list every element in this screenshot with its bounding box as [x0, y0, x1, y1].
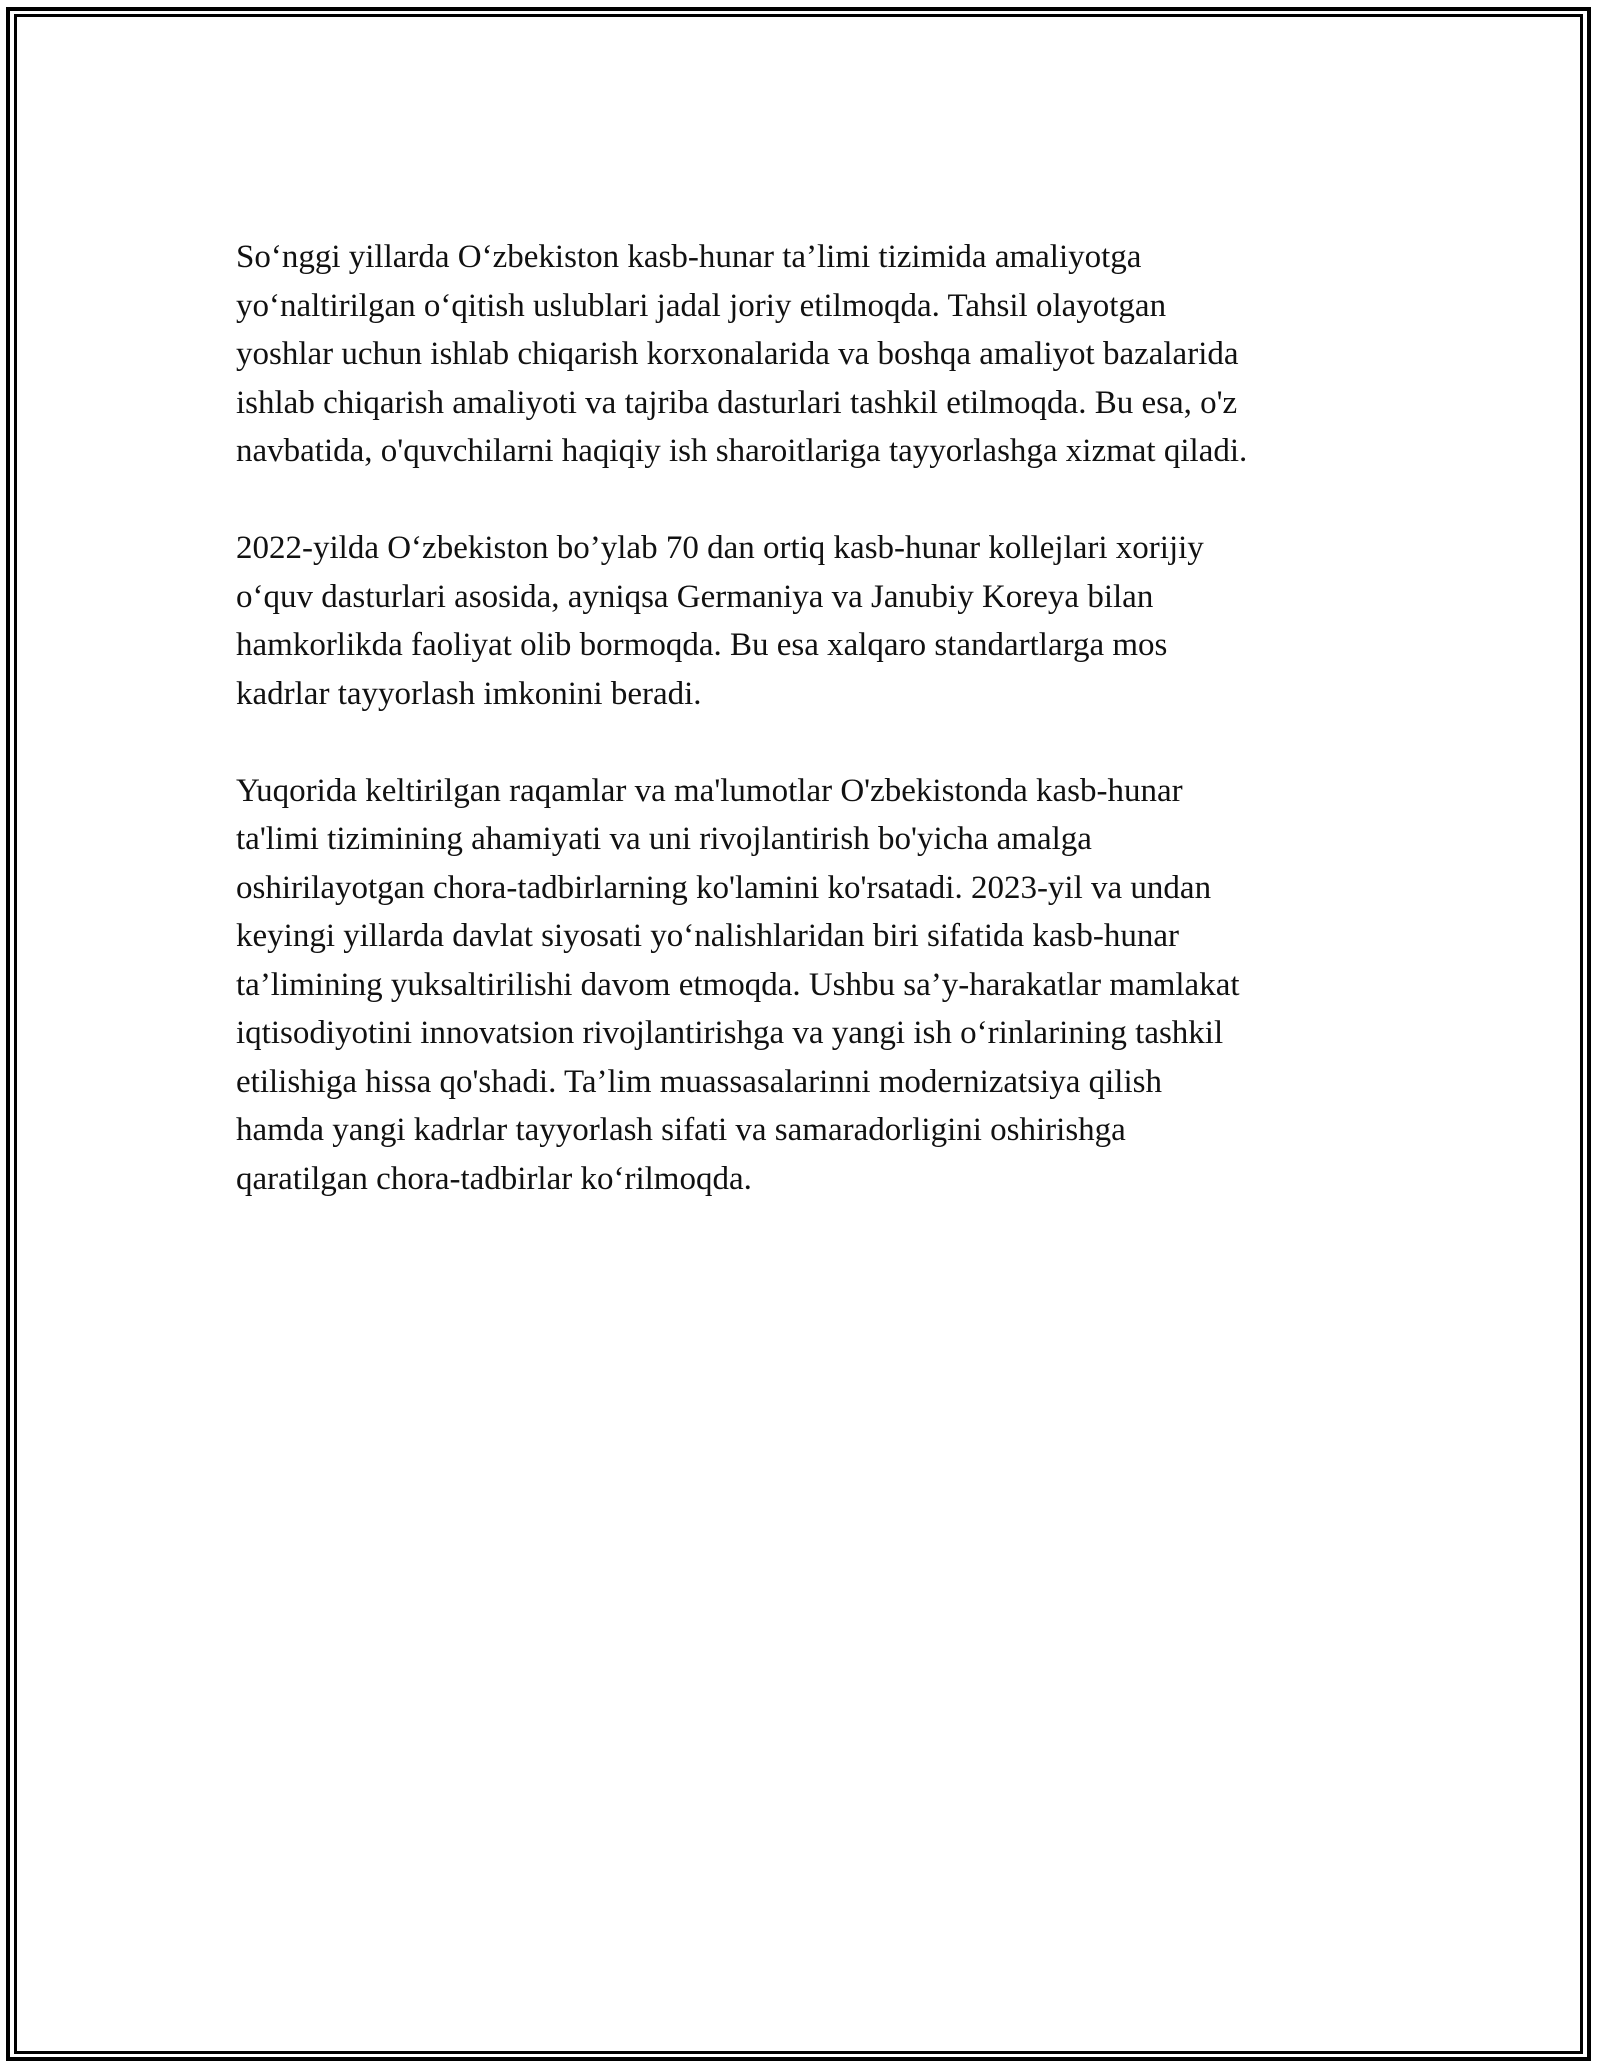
text-line: kadrlar tayyorlash imkonini beradi. [236, 675, 702, 712]
paragraph-1 [236, 233, 1366, 476]
text-line: o‘quv dasturlari asosida, ayniqsa Germaniya va Janubiy Koreya bilan [236, 578, 1154, 615]
paragraph-2 [236, 524, 1366, 718]
text-line: So‘nggi yillarda O‘zbekiston kasb-hunar ta’limi tizimida amaliyotga [236, 239, 1142, 275]
text-line: yo‘naltirilgan o‘qitish uslublari jadal joriy etilmoqda. Tahsil olayotgan [236, 287, 1167, 324]
text-line: oshirilayotgan chora-tadbirlarning ko'lamini ko'rsatadi. 2023-yil va undan [236, 869, 1212, 906]
text-line: iqtisodiyotini innovatsion rivojlantirishga va yangi ish o‘rinlarining tashkil [236, 1015, 1224, 1051]
text-line: qaratilgan chora-tadbirlar ko‘rilmoqda. [236, 1160, 752, 1197]
text-line: yoshlar uchun ishlab chiqarish korxonalarida va boshqa amaliyot bazalarida [236, 336, 1239, 372]
text-line: Yuqorida keltirilgan raqamlar va ma'lumotlar O'zbekistonda kasb-hunar [236, 772, 1183, 809]
text-line: keyingi yillarda davlat siyosati yo‘nalishlaridan biri sifatida kasb-hunar [236, 918, 1179, 954]
text-line: navbatida, o'quvchilarni haqiqiy ish sharoitlariga tayyorlashga xizmat qiladi. [236, 433, 1248, 469]
document-body [236, 233, 1366, 1252]
paragraph-3 [236, 767, 1366, 1204]
text-line: ta'limi tizimining ahamiyati va uni rivojlantirish bo'yicha amalga [236, 821, 1092, 857]
text-line: ta’limining yuksaltirilishi davom etmoqda. Ushbu sa’y-harakatlar mamlakat [236, 966, 1240, 1003]
text-line: hamda yangi kadrlar tayyorlash sifati va samaradorligini oshirishga [236, 1112, 1126, 1148]
text-line: etilishiga hissa qo'shadi. Ta’lim muassasalarinni modernizatsiya qilish [236, 1063, 1162, 1100]
text-line: 2022-yilda O‘zbekiston bo’ylab 70 dan ortiq kasb-hunar kollejlari xorijiy [236, 530, 1204, 566]
text-line: ishlab chiqarish amaliyoti va tajriba dasturlari tashkil etilmoqda. Bu esa, o'z [236, 384, 1238, 421]
text-line: hamkorlikda faoliyat olib bormoqda. Bu esa xalqaro standartlarga mos [236, 627, 1168, 663]
